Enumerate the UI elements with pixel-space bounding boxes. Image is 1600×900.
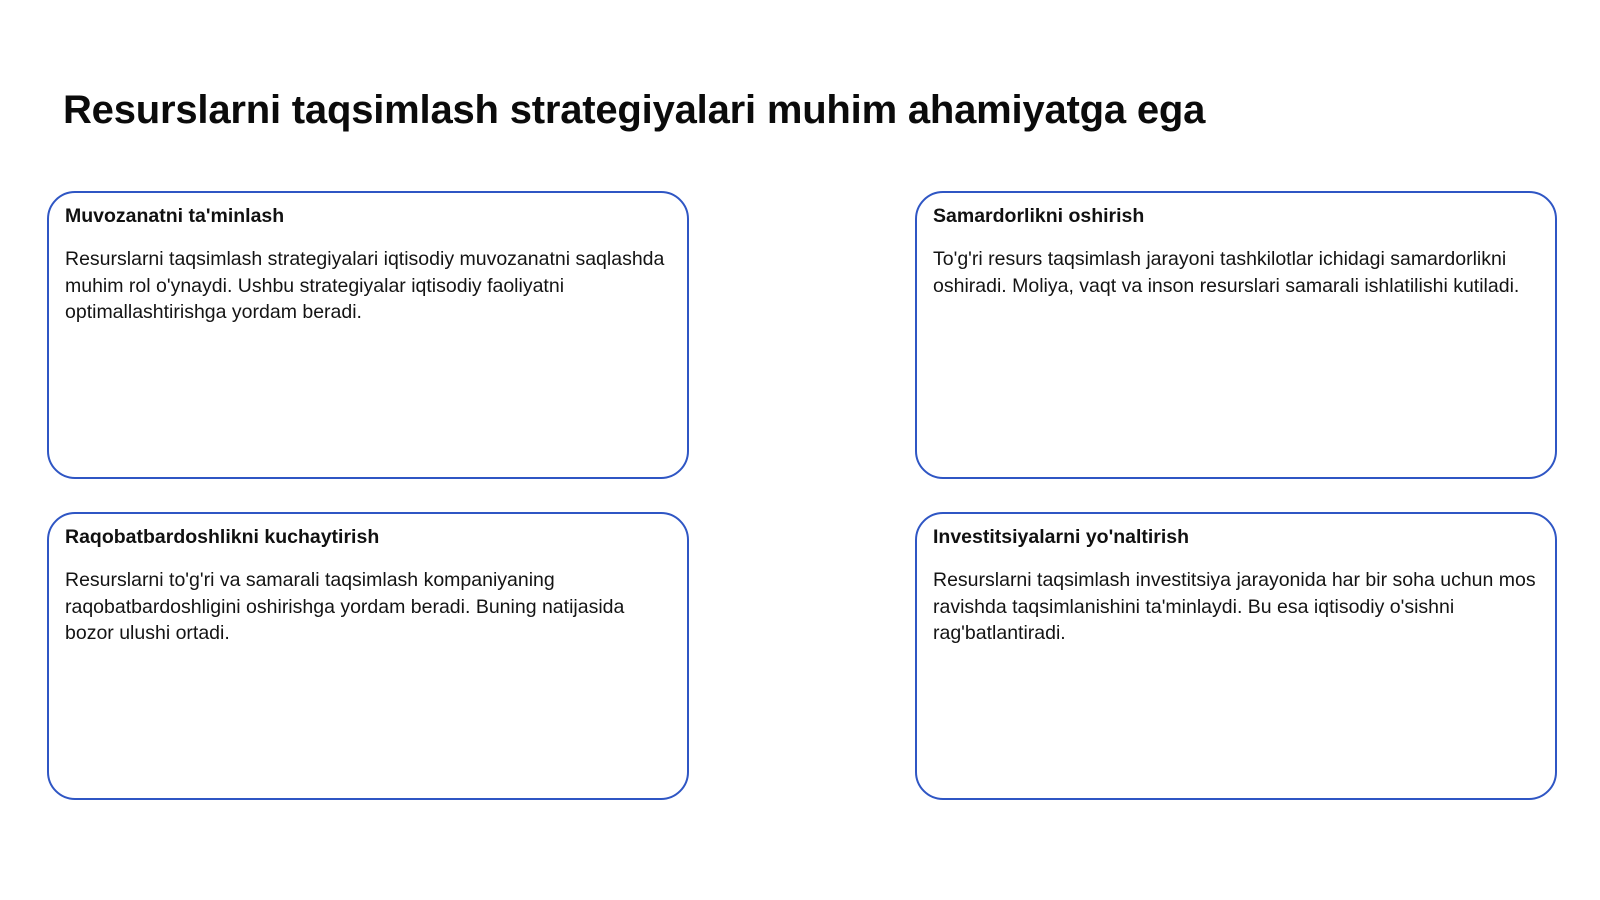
card-title: Raqobatbardoshlikni kuchaytirish — [65, 526, 380, 548]
card-text: Resurslarni taqsimlash strategiyalari iqtisodiy muvozanatni saqlashda muhim rol o'ynaydi. Ushbu strategiyalar iqtisodiy faoliyatni optimallashtirishga yordam beradi. — [65, 248, 665, 323]
card-muvozanatni-taminlash — [47, 191, 689, 479]
card-text: To'g'ri resurs taqsimlash jarayoni tashkilotlar ichidagi samardorlikni oshiradi. Moliya, vaqt va inson resurslari samarali ishlatilishi kutiladi. — [933, 248, 1520, 297]
card-title: Investitsiyalarni yo'naltirish — [933, 526, 1190, 548]
card-investitsiyalarni-yonaltirish — [915, 512, 1557, 800]
card-raqobatbardoshlikni-kuchaytirish — [47, 512, 689, 800]
card-samardorlikni-oshirish — [915, 191, 1557, 479]
card-title: Samardorlikni oshirish — [933, 205, 1145, 227]
card-text: Resurslarni to'g'ri va samarali taqsimlash kompaniyaning raqobatbardoshligini oshirishga yordam beradi. Buning natijasida bozor ulushi ortadi. — [65, 569, 625, 644]
card-text: Resurslarni taqsimlash investitsiya jarayonida har bir soha uchun mos ravishda taqsimlanishini ta'minlaydi. Bu esa iqtisodiy o'sishni rag'batlantiradi. — [933, 569, 1536, 644]
slide-title: Resurslarni taqsimlash strategiyalari muhim ahamiyatga ega — [63, 88, 1206, 132]
card-title: Muvozanatni ta'minlash — [65, 205, 285, 227]
